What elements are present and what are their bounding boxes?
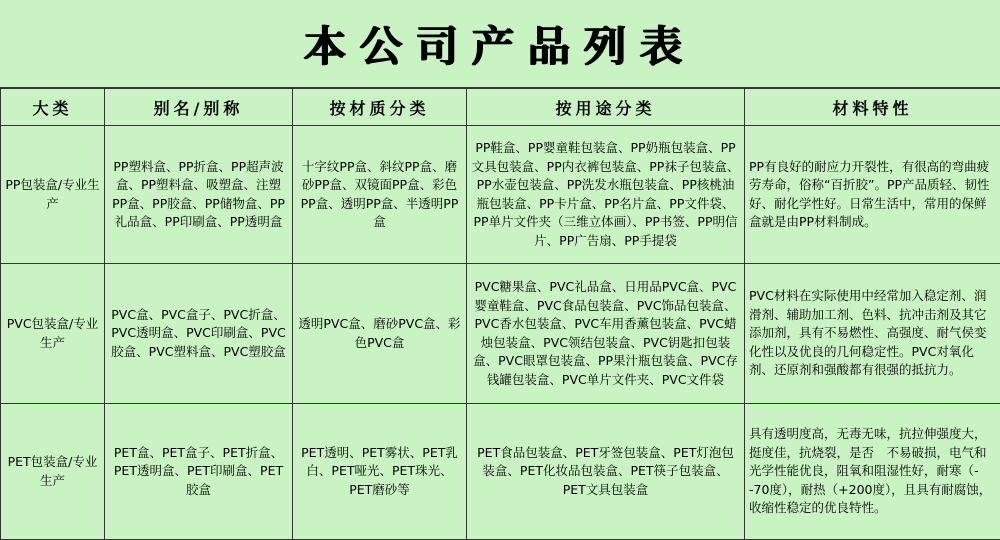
cell-category: PET包装盒/专业生产 [1, 404, 105, 540]
table-row [1, 404, 1000, 540]
table-row [1, 264, 1000, 404]
cell-material: PET透明、PET雾状、PET乳白、PET哑光、PET珠光、PET磨砂等 [293, 404, 467, 540]
header-property: 材料特性 [745, 89, 1000, 126]
product-table [0, 88, 1000, 540]
header-usage: 按用途分类 [467, 89, 745, 126]
cell-material: 十字纹PP盒、斜纹PP盒、磨砂PP盒、双镜面PP盒、彩色PP盒、透明PP盒、半透明PP盒 [293, 126, 467, 264]
cell-usage: PP鞋盒、PP婴童鞋包装盒、PP奶瓶包装盒、PP文具包装盒、PP内衣裤包装盒、PP袜子包装盒、PP水壶包装盒、PP洗发水瓶包装盒、PP核桃油瓶包装盒、PP卡片盒、PP名片盒、PP文件袋、PP单片文件夹（三维立体画）、PP书签、PP明信片、PP广告扇、PP手提袋 [467, 126, 745, 264]
cell-category: PP包装盒/专业生产 [1, 126, 105, 264]
table-row [1, 126, 1000, 264]
header-material: 按材质分类 [293, 89, 467, 126]
cell-alias: PP塑料盒、PP折盒、PP超声波盒、PP塑料盒、吸塑盒、注塑PP盒、PP胶盒、PP储物盒、PP礼品盒、PP印刷盒、PP透明盒 [105, 126, 293, 264]
cell-usage: PVC糖果盒、PVC礼品盒、日用品PVC盒、PVC婴童鞋盒、PVC食品包装盒、PVC饰品包装盒、PVC香水包装盒、PVC车用香薰包装盒、PVC蜡烛包装盒、PVC领结包装盒、PVC钥匙扣包装盒、PVC眼罩包装盒、PP果汁瓶包装盒、PVC存钱罐包装盒、PVC单片文件夹、PVC文件袋 [467, 264, 745, 404]
header-row [1, 89, 1000, 126]
title-bar [0, 0, 1000, 88]
cell-alias: PET盒、PET盒子、PET折盒、PET透明盒、PET印刷盒、PET胶盒 [105, 404, 293, 540]
cell-usage: PET食品包装盒、PET牙签包装盒、PET灯泡包装盒、PET化妆品包装盒、PET筷子包装盒、PET文具包装盒 [467, 404, 745, 540]
cell-material: 透明PVC盒、磨砂PVC盒、彩色PVC盒 [293, 264, 467, 404]
cell-property: 具有透明度高，无毒无味，抗拉伸强度大，挺度佳，抗烧裂，是否 不易破损，电气和光学性能优良，阻氧和阻湿性好，耐寒（--70度），耐热（+200度），且具有耐腐蚀，收缩性稳定的优良特性。 [745, 404, 1000, 540]
page-title: 本公司产品列表 [304, 14, 696, 74]
cell-alias: PVC盒、PVC盒子、PVC折盒、PVC透明盒、PVC印刷盒、PVC胶盒、PVC塑料盒、PVC塑胶盒 [105, 264, 293, 404]
header-alias: 别名/别称 [105, 89, 293, 126]
header-category: 大类 [1, 89, 105, 126]
cell-category: PVC包装盒/专业生产 [1, 264, 105, 404]
cell-property: PP有良好的耐应力开裂性，有很高的弯曲疲劳寿命，俗称“百折胶”。PP产品质轻、韧性好、耐化学性好。日常生活中，常用的保鲜盒就是由PP材料制成。 [745, 126, 1000, 264]
cell-property: PVC材料在实际使用中经常加入稳定剂、润滑剂、辅助加工剂、色料、抗冲击剂及其它添加剂，具有不易燃性、高强度、耐气侯变化性以及优良的几何稳定性。PVC对氧化剂、还原剂和强酸都有很强的抵抗力。 [745, 264, 1000, 404]
